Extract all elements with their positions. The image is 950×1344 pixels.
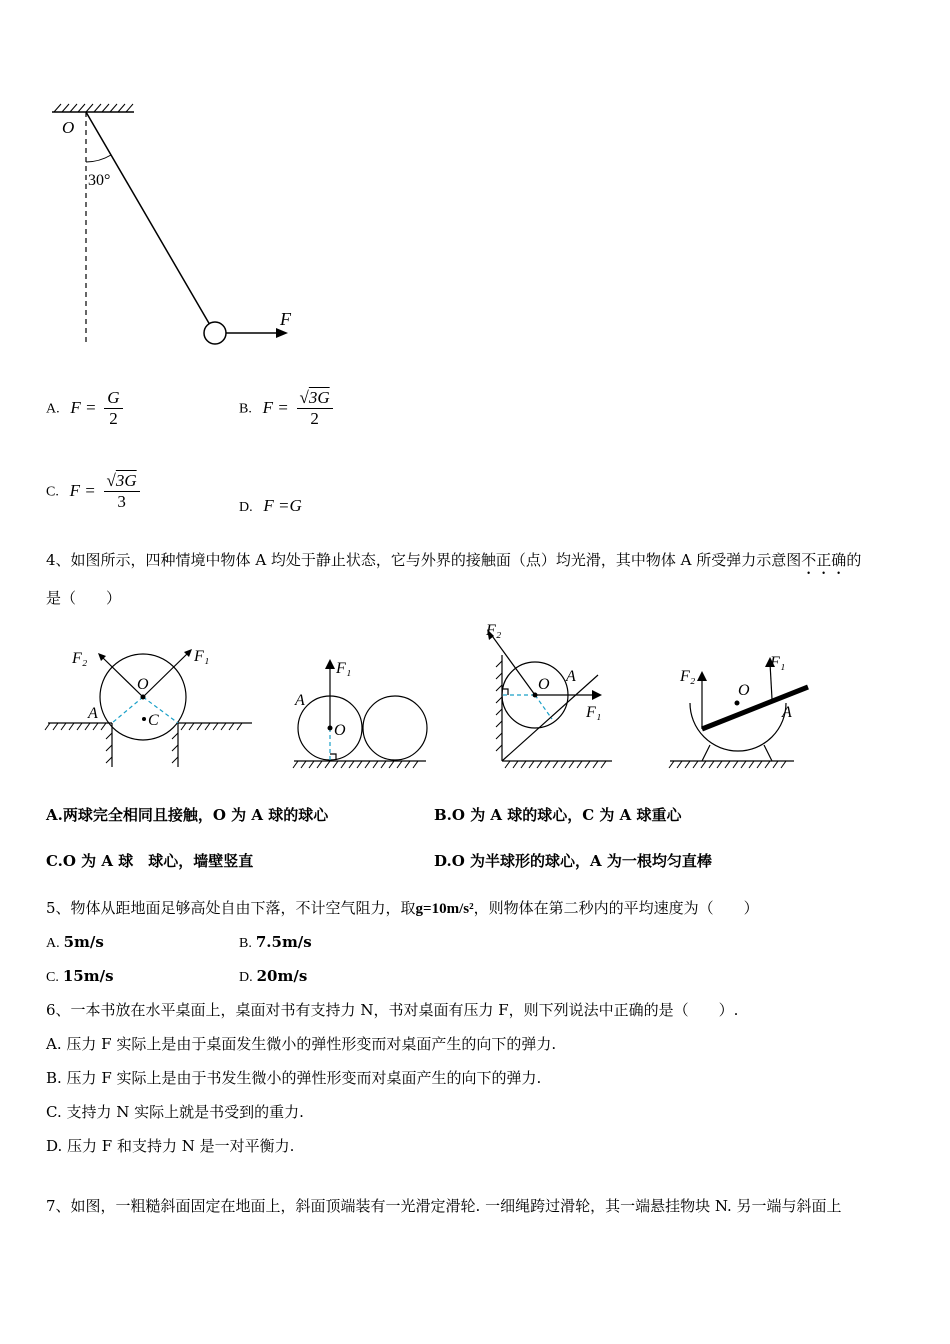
svg-text:A: A [88, 705, 98, 722]
q4-option-c[interactable]: C.O 为 A 球 球心，墙壁竖直 [46, 852, 254, 870]
svg-text:F₂: F₂ [680, 668, 696, 685]
q4-emphasis: 不正确 [801, 551, 847, 569]
q6-stem: 6、一本书放在水平桌面上，桌面对书有支持力 N，书对桌面有压力 F，则下列说法中正确的是（ ）. [46, 1001, 739, 1019]
svg-text:O: O [738, 682, 750, 699]
q3-option-a[interactable]: A. F = $\frac{G}{2}$ [46, 388, 123, 429]
q5-option-c[interactable]: C. 15m/s [46, 967, 114, 985]
q6-option-b[interactable]: B. 压力 F 实际上是由于书发生微小的弹性形变而对桌面产生的向下的弹力. [46, 1069, 542, 1087]
svg-text:A: A [566, 668, 576, 685]
svg-text:F₂: F₂ [486, 622, 502, 639]
svg-text:F₂: F₂ [72, 650, 88, 667]
q4-option-b[interactable]: B.O 为 A 球的球心，C 为 A 球重心 [434, 806, 682, 824]
q3-option-b[interactable]: B. F = $\frac{√3G}{2}$ [239, 388, 333, 429]
svg-text:O: O [538, 676, 550, 693]
svg-text:F₁: F₁ [586, 704, 602, 721]
svg-text:F₁: F₁ [336, 660, 352, 677]
svg-text:O: O [334, 722, 346, 739]
q5-stem: 5、物体从距地面足够高处自由下落，不计空气阻力，取g=10m/s²，则物体在第二秒内的平均速度为（ ） [46, 899, 759, 917]
svg-text:F₁: F₁ [770, 654, 786, 671]
svg-text:C: C [148, 712, 159, 729]
pivot-label: O [62, 118, 75, 137]
q3-option-d[interactable]: D. F =G [239, 496, 302, 515]
svg-text:A: A [782, 704, 792, 721]
svg-text:F₁: F₁ [194, 648, 210, 665]
svg-text:O: O [137, 676, 149, 693]
force-label: F [280, 309, 291, 329]
q6-option-c[interactable]: C. 支持力 N 实际上就是书受到的重力. [46, 1103, 304, 1121]
q7-stem: 7、如图，一粗糙斜面固定在地面上，斜面顶端装有一光滑定滑轮. 一细绳跨过滑轮，其一端悬挂物块 N. 另一端与斜面上 [46, 1197, 842, 1215]
q4-option-a[interactable]: A.两球完全相同且接触，O 为 A 球的球心 [46, 806, 329, 824]
q5-option-b[interactable]: B. 7.5m/s [239, 933, 312, 951]
q5-option-d[interactable]: D. 20m/s [239, 967, 308, 985]
svg-text:A: A [295, 692, 305, 709]
q6-option-a[interactable]: A. 压力 F 实际上是由于桌面发生微小的弹性形变而对桌面产生的向下的弹力. [46, 1035, 557, 1053]
q5-option-a[interactable]: A. 5m/s [46, 933, 104, 951]
q6-option-d[interactable]: D. 压力 F 和支持力 N 是一对平衡力. [46, 1137, 295, 1155]
q4-option-d[interactable]: D.O 为半球形的球心，A 为一根均匀直棒 [434, 852, 712, 870]
q3-option-c[interactable]: C. F = $\frac{√3G}{3}$ [46, 471, 140, 512]
angle-label: 30° [88, 172, 111, 189]
q4-figures [40, 615, 820, 775]
pendulum-figure [40, 95, 320, 355]
q4-stem-line2: 是（ ） [46, 589, 122, 607]
q4-stem: 4、如图所示，四种情境中物体 A 均处于静止状态，它与外界的接触面（点）均光滑，其中物体 A 所受弹力示意图不正确的 [46, 551, 862, 569]
